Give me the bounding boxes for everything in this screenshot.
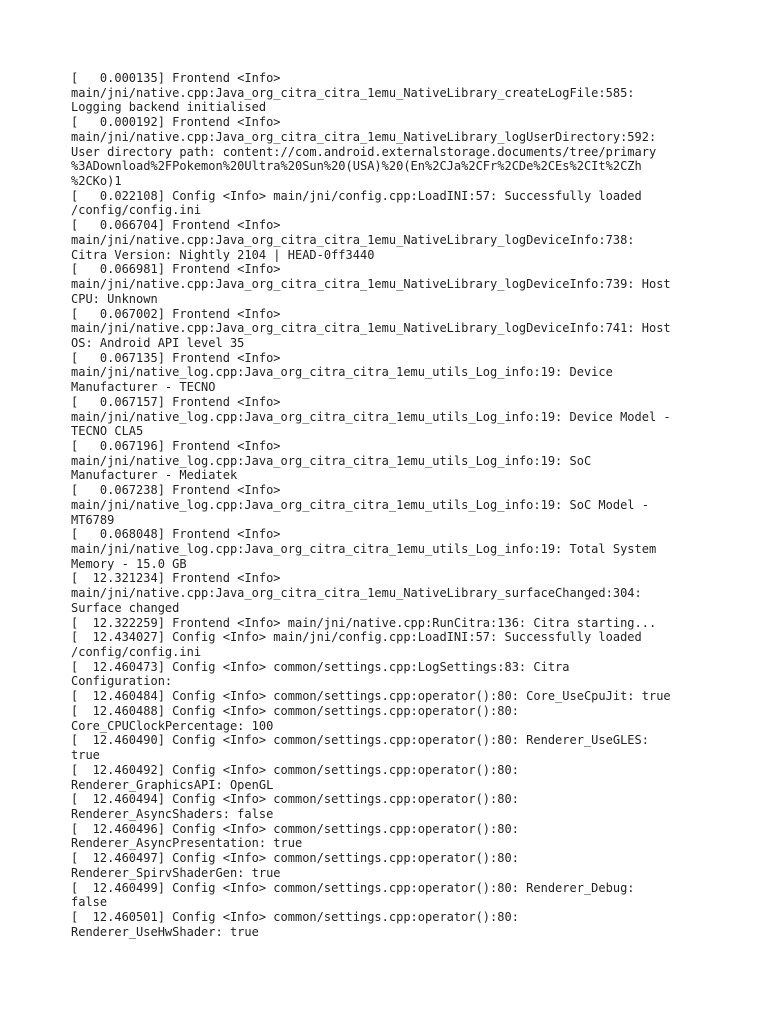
log-line: [ 0.067157] Frontend <Info>	[71, 394, 281, 409]
log-line: Logging backend initialised	[71, 100, 267, 115]
log-line: %2CKo)1	[71, 174, 122, 189]
log-line: main/jni/native.cpp:Java_org_citra_citra_1emu_NativeLibrary_logDeviceInfo:739: Host	[71, 277, 671, 292]
log-text	[71, 71, 731, 939]
log-line: Memory - 15.0 GB	[71, 556, 187, 571]
log-line: [ 0.022108] Config <Info> main/jni/config.cpp:LoadINI:57: Successfully loaded	[71, 188, 642, 203]
log-line: [ 0.067196] Frontend <Info>	[71, 438, 281, 453]
log-line: [ 0.066704] Frontend <Info>	[71, 218, 281, 233]
log-line: [ 0.000192] Frontend <Info>	[71, 115, 281, 130]
log-line: main/jni/native_log.cpp:Java_org_citra_citra_1emu_utils_Log_info:19: SoC Model -	[71, 497, 649, 512]
log-line: Citra Version: Nightly 2104 | HEAD-0ff3440	[71, 247, 375, 262]
log-line: main/jni/native.cpp:Java_org_citra_citra_1emu_NativeLibrary_createLogFile:585:	[71, 85, 635, 100]
log-line: OS: Android API level 35	[71, 335, 245, 350]
log-line: [ 0.067135] Frontend <Info>	[71, 350, 281, 365]
log-line: [ 0.067238] Frontend <Info>	[71, 483, 281, 498]
log-line: Renderer_GraphicsAPI: OpenGL	[71, 777, 274, 792]
log-line: [ 12.460490] Config <Info> common/settings.cpp:operator():80: Renderer_UseGLES:	[71, 733, 649, 748]
log-line: [ 12.434027] Config <Info> main/jni/config.cpp:LoadINI:57: Successfully loaded	[71, 630, 642, 645]
log-line: [ 12.322259] Frontend <Info> main/jni/native.cpp:RunCitra:136: Citra starting...	[71, 615, 657, 630]
log-line: main/jni/native.cpp:Java_org_citra_citra_1emu_NativeLibrary_logUserDirectory:592:	[71, 129, 657, 144]
log-line: [ 12.460488] Config <Info> common/settings.cpp:operator():80:	[71, 703, 519, 718]
log-line: [ 12.321234] Frontend <Info>	[71, 571, 281, 586]
log-line: main/jni/native_log.cpp:Java_org_citra_citra_1emu_utils_Log_info:19: Device	[71, 365, 613, 380]
log-line: main/jni/native.cpp:Java_org_citra_citra_1emu_NativeLibrary_surfaceChanged:304:	[71, 586, 642, 601]
log-line: Renderer_SpirvShaderGen: true	[71, 865, 281, 880]
log-line: [ 0.067002] Frontend <Info>	[71, 306, 281, 321]
log-line: [ 12.460501] Config <Info> common/settings.cpp:operator():80:	[71, 909, 519, 924]
log-line: [ 12.460473] Config <Info> common/settings.cpp:LogSettings:83: Citra	[71, 659, 570, 674]
log-line: [ 0.066981] Frontend <Info>	[71, 262, 281, 277]
log-line: Surface changed	[71, 600, 180, 615]
log-document	[71, 71, 731, 939]
log-line: User directory path: content://com.android.externalstorage.documents/tree/primary	[71, 144, 657, 159]
log-line: %3ADownload%2FPokemon%20Ultra%20Sun%20(USA)%20(En%2CJa%2CFr%2CDe%2CEs%2CIt%2CZh	[71, 159, 642, 174]
log-line: [ 12.460494] Config <Info> common/settings.cpp:operator():80:	[71, 792, 519, 807]
log-line: /config/config.ini	[71, 645, 202, 660]
log-line: CPU: Unknown	[71, 291, 158, 306]
log-line: Renderer_UseHwShader: true	[71, 924, 259, 939]
log-line: MT6789	[71, 512, 115, 527]
log-line: Configuration:	[71, 674, 173, 689]
log-line: Manufacturer - Mediatek	[71, 468, 238, 483]
log-line: Manufacturer - TECNO	[71, 380, 216, 395]
log-line: main/jni/native.cpp:Java_org_citra_citra_1emu_NativeLibrary_logDeviceInfo:738:	[71, 232, 635, 247]
log-line: Renderer_AsyncPresentation: true	[71, 836, 303, 851]
log-line: [ 0.000135] Frontend <Info>	[71, 71, 281, 85]
log-line: [ 12.460496] Config <Info> common/settings.cpp:operator():80:	[71, 821, 519, 836]
log-line: TECNO CLA5	[71, 424, 144, 439]
log-line: [ 0.068048] Frontend <Info>	[71, 527, 281, 542]
log-line: [ 12.460497] Config <Info> common/settings.cpp:operator():80:	[71, 851, 519, 866]
log-line: /config/config.ini	[71, 203, 202, 218]
log-line: false	[71, 895, 108, 910]
log-line: [ 12.460499] Config <Info> common/settings.cpp:operator():80: Renderer_Debug:	[71, 880, 635, 895]
log-line: Core_CPUClockPercentage: 100	[71, 718, 274, 733]
log-line: main/jni/native_log.cpp:Java_org_citra_citra_1emu_utils_Log_info:19: Device Model -	[71, 409, 671, 424]
log-line: [ 12.460492] Config <Info> common/settings.cpp:operator():80:	[71, 762, 519, 777]
log-line: main/jni/native_log.cpp:Java_org_citra_citra_1emu_utils_Log_info:19: SoC	[71, 453, 592, 468]
log-line: [ 12.460484] Config <Info> common/settings.cpp:operator():80: Core_UseCpuJit: true	[71, 689, 671, 704]
log-line: true	[71, 748, 100, 763]
log-line: main/jni/native_log.cpp:Java_org_citra_citra_1emu_utils_Log_info:19: Total System	[71, 542, 657, 556]
log-line: Renderer_AsyncShaders: false	[71, 806, 274, 821]
log-line: main/jni/native.cpp:Java_org_citra_citra_1emu_NativeLibrary_logDeviceInfo:741: Host	[71, 321, 671, 336]
